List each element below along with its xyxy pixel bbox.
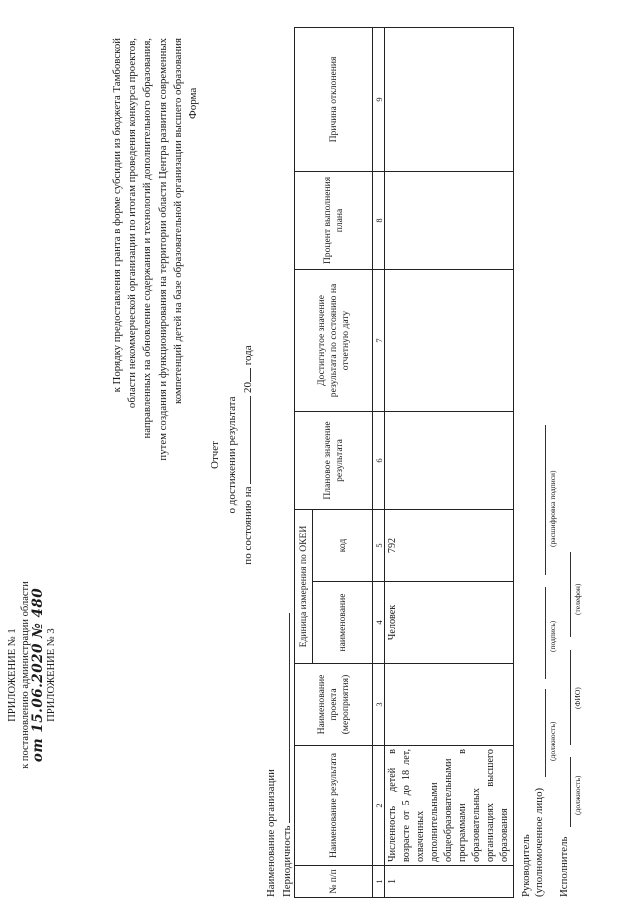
column-number: 6 — [373, 411, 385, 509]
order-title-line: путем создания и функционирования на территории области Центра развития современных — [156, 38, 169, 461]
head-label-2: (уполномоченное лицо) — [533, 787, 545, 897]
head-position-caption: (должность) — [548, 721, 557, 761]
exec-position-blank — [560, 757, 571, 827]
appendix-1-label: ПРИЛОЖЕНИЕ № 1 — [7, 628, 18, 722]
row-unit-code: 792 — [385, 509, 514, 581]
row-percent — [385, 171, 514, 269]
report-date-line — [240, 255, 257, 655]
exec-phone-caption: (телефон) — [573, 583, 582, 615]
row-planned — [385, 411, 514, 509]
report-date-year: 20 — [242, 381, 254, 393]
exec-fio-blank — [560, 650, 571, 745]
report-date-prefix: по состоянию на — [242, 486, 254, 565]
handwritten-date-number: от 15.06.2020 № 480 — [30, 587, 46, 763]
periodicity-line — [279, 613, 293, 897]
column-number: 3 — [373, 664, 385, 746]
column-number: 4 — [373, 582, 385, 664]
row-reason — [385, 27, 514, 171]
row-achieved — [385, 269, 514, 411]
report-title: Отчет — [209, 441, 221, 469]
row-project-name — [385, 664, 514, 746]
report-date-blank — [240, 396, 251, 484]
order-title-line: к Порядку предоставления гранта в форме субсидии из бюджета Тамбовской — [111, 38, 123, 393]
column-number: 9 — [373, 27, 385, 171]
col-header-okei: Единица измерения по ОКЕИ — [295, 509, 313, 663]
form-label: Форма — [187, 87, 199, 119]
head-signature-blank — [535, 587, 546, 679]
column-number: 1 — [373, 866, 385, 898]
exec-fio-caption: (ФИО) — [573, 687, 582, 709]
order-title — [110, 38, 186, 808]
column-number: 2 — [373, 746, 385, 866]
col-header-result-name: Наименование результата — [295, 746, 373, 866]
report-year-blank — [240, 368, 251, 382]
column-number: 8 — [373, 171, 385, 269]
col-header-num: № п/п — [295, 866, 373, 898]
appendix-header — [6, 465, 58, 885]
report-subtitle: о достижении результата — [225, 396, 238, 514]
head-decode-caption: (расшифровка подписи) — [548, 470, 557, 547]
row-result-name: Численность детей в возрасте от 5 до 18 лет, охваченных дополнительными общеобразовательными программами в образовательных организациях высшего образования — [385, 746, 514, 866]
col-header-okei-code: код — [313, 509, 373, 581]
organization-name-label: Наименование организации — [265, 769, 277, 897]
organization-name-line — [265, 769, 277, 897]
col-header-okei-name: наименование — [313, 582, 373, 664]
head-label: Руководитель — [520, 834, 532, 897]
column-number: 7 — [373, 269, 385, 411]
row-unit-name: Человек — [385, 582, 514, 664]
appendix-3-label: ПРИЛОЖЕНИЕ № 3 — [46, 628, 57, 722]
column-number: 5 — [373, 509, 385, 581]
exec-position-caption: (должность) — [573, 775, 582, 815]
col-header-planned: Плановое значение результата — [295, 411, 373, 509]
periodicity-blank — [279, 613, 290, 823]
report-heading — [207, 255, 257, 655]
table-row — [385, 27, 514, 897]
col-header-percent: Процент выполнения плана — [295, 171, 373, 269]
col-header-project-name: Наименование проекта (мероприятия) — [295, 664, 373, 746]
exec-phone-blank — [560, 552, 571, 637]
results-table — [294, 27, 514, 898]
column-number-row — [373, 27, 385, 897]
order-title-line: компетенций детей на базе образовательной организации высшего образования — [171, 38, 184, 404]
head-position-blank — [535, 689, 546, 777]
col-header-achieved: Достигнутое значение результата по состоянию на отчетную дату — [295, 269, 373, 411]
periodicity-label: Периодичность — [281, 825, 293, 897]
head-signature-caption: (подпись) — [548, 620, 557, 652]
head-decode-blank — [535, 425, 546, 575]
header-row — [295, 27, 313, 897]
col-header-reason: Причина отклонения — [295, 27, 373, 171]
executor-label: Исполнитель — [558, 836, 570, 897]
order-title-line: направленных на обновление содержания и технологий дополнительного образования, — [141, 38, 154, 439]
report-date-suffix: года — [242, 345, 254, 366]
order-title-line: области некоммерческой организации по итогам проведения конкурса проектов, — [126, 38, 139, 409]
decree-reference: к постановлению администрации области — [20, 581, 31, 769]
row-num: 1 — [385, 866, 514, 898]
